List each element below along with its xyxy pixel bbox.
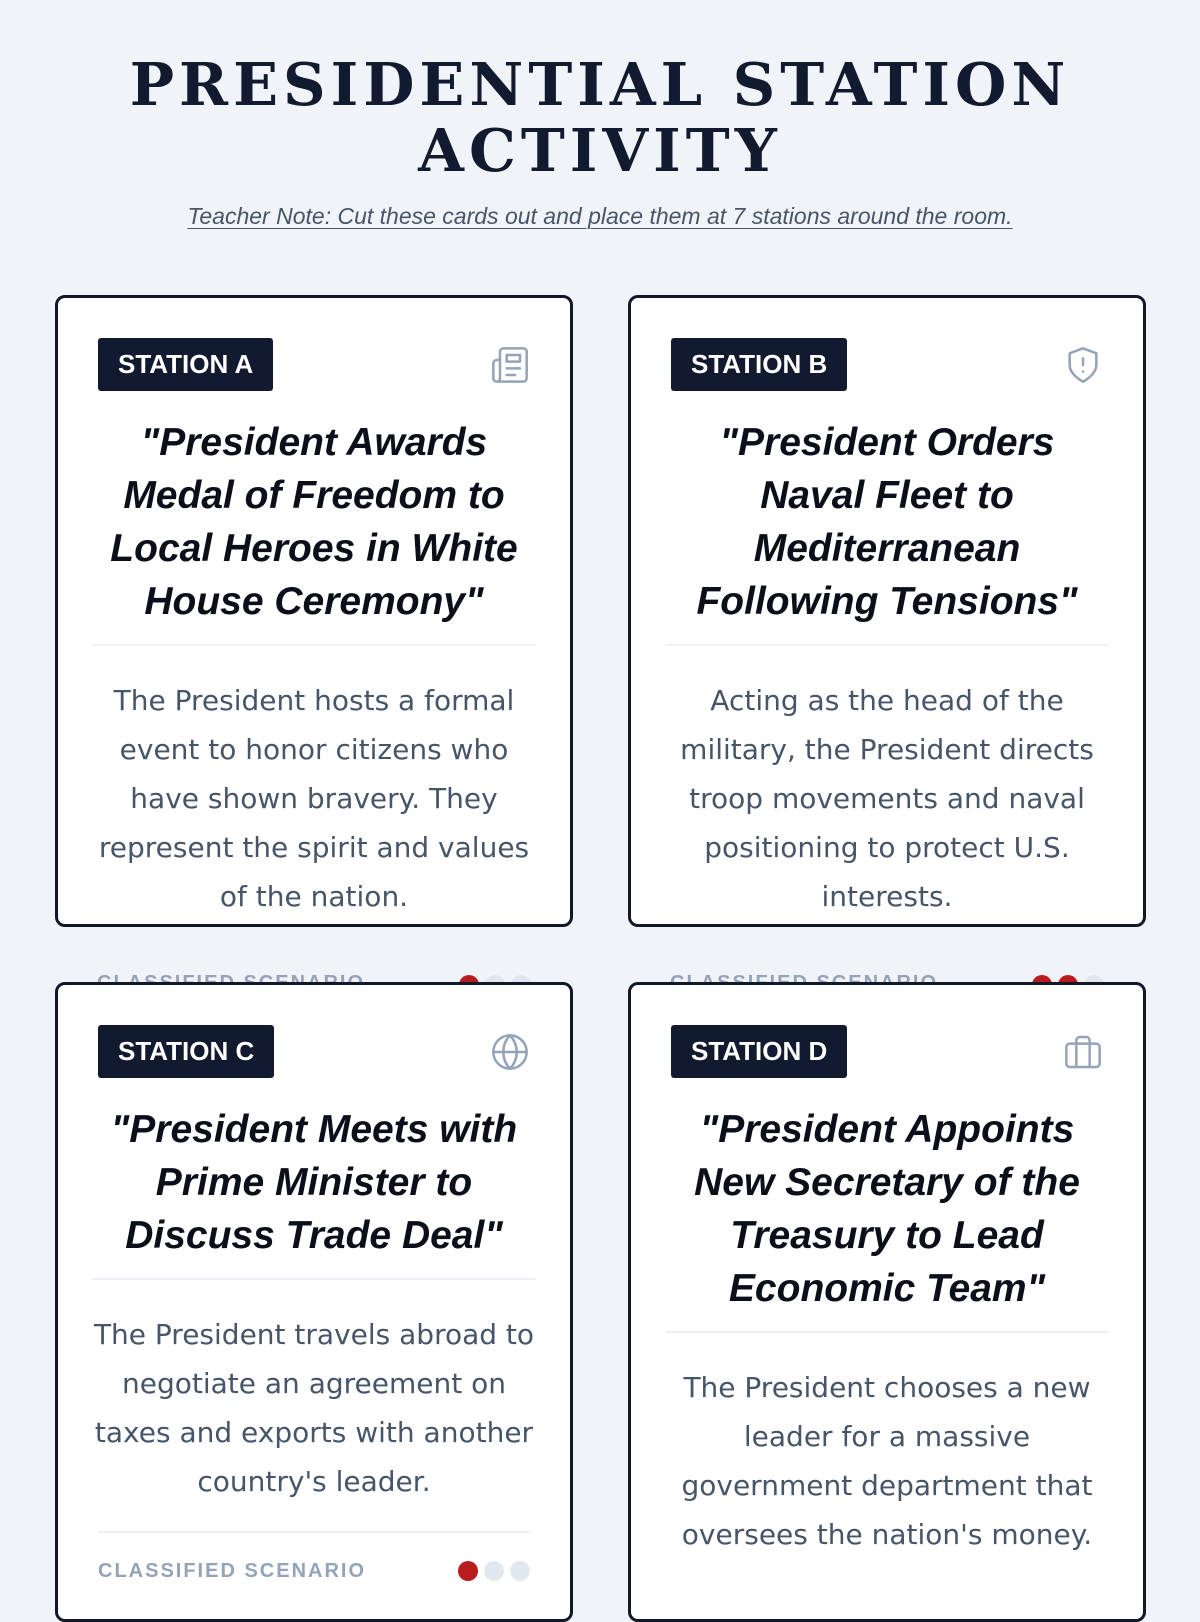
page-title: PRESIDENTIAL STATION ACTIVITY bbox=[129, 50, 1071, 185]
level-dots bbox=[458, 1561, 530, 1581]
station-description: Acting as the head of the military, the President directs troop movements and naval positioning to protect U.S. interests. bbox=[680, 684, 1094, 913]
station-badge: STATION A bbox=[98, 338, 273, 391]
station-description: The President hosts a formal event to honor citizens who have shown bravery. They represent the spirit and values of the nation. bbox=[98, 684, 530, 913]
level-dot bbox=[484, 1561, 504, 1581]
station-card-b bbox=[628, 295, 1146, 927]
station-badge: STATION D bbox=[671, 1025, 847, 1078]
station-card-d bbox=[628, 982, 1146, 1622]
briefcase-icon bbox=[1063, 1032, 1103, 1072]
card-header bbox=[671, 1025, 1103, 1078]
level-dot bbox=[458, 1561, 478, 1581]
card-header bbox=[98, 338, 530, 391]
teacher-note: Teacher Note: Cut these cards out and place them at 7 stations around the room. bbox=[187, 203, 1013, 229]
card-footer bbox=[98, 1531, 530, 1609]
card-header bbox=[98, 1025, 530, 1078]
level-dot bbox=[510, 1561, 530, 1581]
station-badge: STATION C bbox=[98, 1025, 274, 1078]
station-a-footer-peek bbox=[97, 970, 531, 982]
station-headline: "President Appoints New Secretary of the Treasury to Lead Economic Team" bbox=[665, 1103, 1109, 1333]
newspaper-icon bbox=[490, 345, 530, 385]
station-headline: "President Awards Medal of Freedom to Local Heroes in White House Ceremony" bbox=[92, 416, 536, 646]
station-card-a bbox=[55, 295, 573, 927]
station-b-footer-peek bbox=[670, 970, 1104, 982]
shield-alert-icon bbox=[1063, 345, 1103, 385]
station-card-c bbox=[55, 982, 573, 1622]
station-badge: STATION B bbox=[671, 338, 847, 391]
station-description: The President chooses a new leader for a massive government department that oversees the nation's money. bbox=[681, 1371, 1093, 1551]
card-header bbox=[671, 338, 1103, 391]
footer-label: CLASSIFIED SCENARIO bbox=[98, 1559, 367, 1582]
station-headline: "President Orders Naval Fleet to Mediterranean Following Tensions" bbox=[665, 416, 1109, 646]
station-headline: "President Meets with Prime Minister to Discuss Trade Deal" bbox=[92, 1103, 536, 1280]
globe-icon bbox=[490, 1032, 530, 1072]
station-description: The President travels abroad to negotiate an agreement on taxes and exports with another country's leader. bbox=[93, 1318, 535, 1498]
